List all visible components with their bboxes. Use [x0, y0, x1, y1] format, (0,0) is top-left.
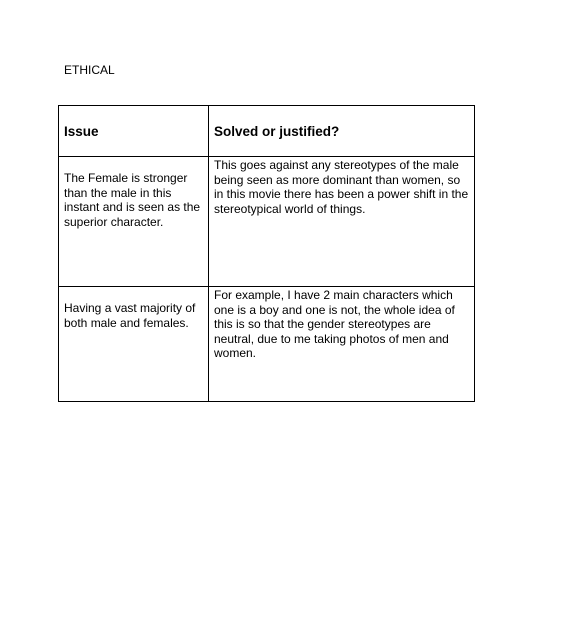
issue-text: Having a vast majority of both male and females.: [64, 301, 196, 330]
issue-cell: [59, 157, 209, 287]
header-solved-label: Solved or justified?: [214, 124, 340, 139]
solution-cell: [209, 287, 475, 402]
issue-cell: [59, 287, 209, 402]
solution-text: For example, I have 2 main characters which one is a boy and one is not, the whole idea of this is so that the gender stereotypes are neutral, due to me taking photos of men and women.: [214, 288, 455, 360]
issue-text: The Female is stronger than the male in this instant and is seen as the superior character.: [64, 171, 201, 229]
table-row: [59, 157, 475, 287]
table-row: [59, 287, 475, 402]
header-issue-label: Issue: [64, 124, 99, 139]
ethical-issues-table: [58, 105, 475, 402]
solution-cell: [209, 157, 475, 287]
header-solved-cell: [209, 106, 475, 157]
header-issue-cell: [59, 106, 209, 157]
document-heading: ETHICAL: [64, 63, 115, 77]
solution-text: This goes against any stereotypes of the male being seen as more dominant than women, so in this movie there has been a power shift in the stereotypical world of things.: [214, 158, 469, 216]
table-header-row: [59, 106, 475, 157]
